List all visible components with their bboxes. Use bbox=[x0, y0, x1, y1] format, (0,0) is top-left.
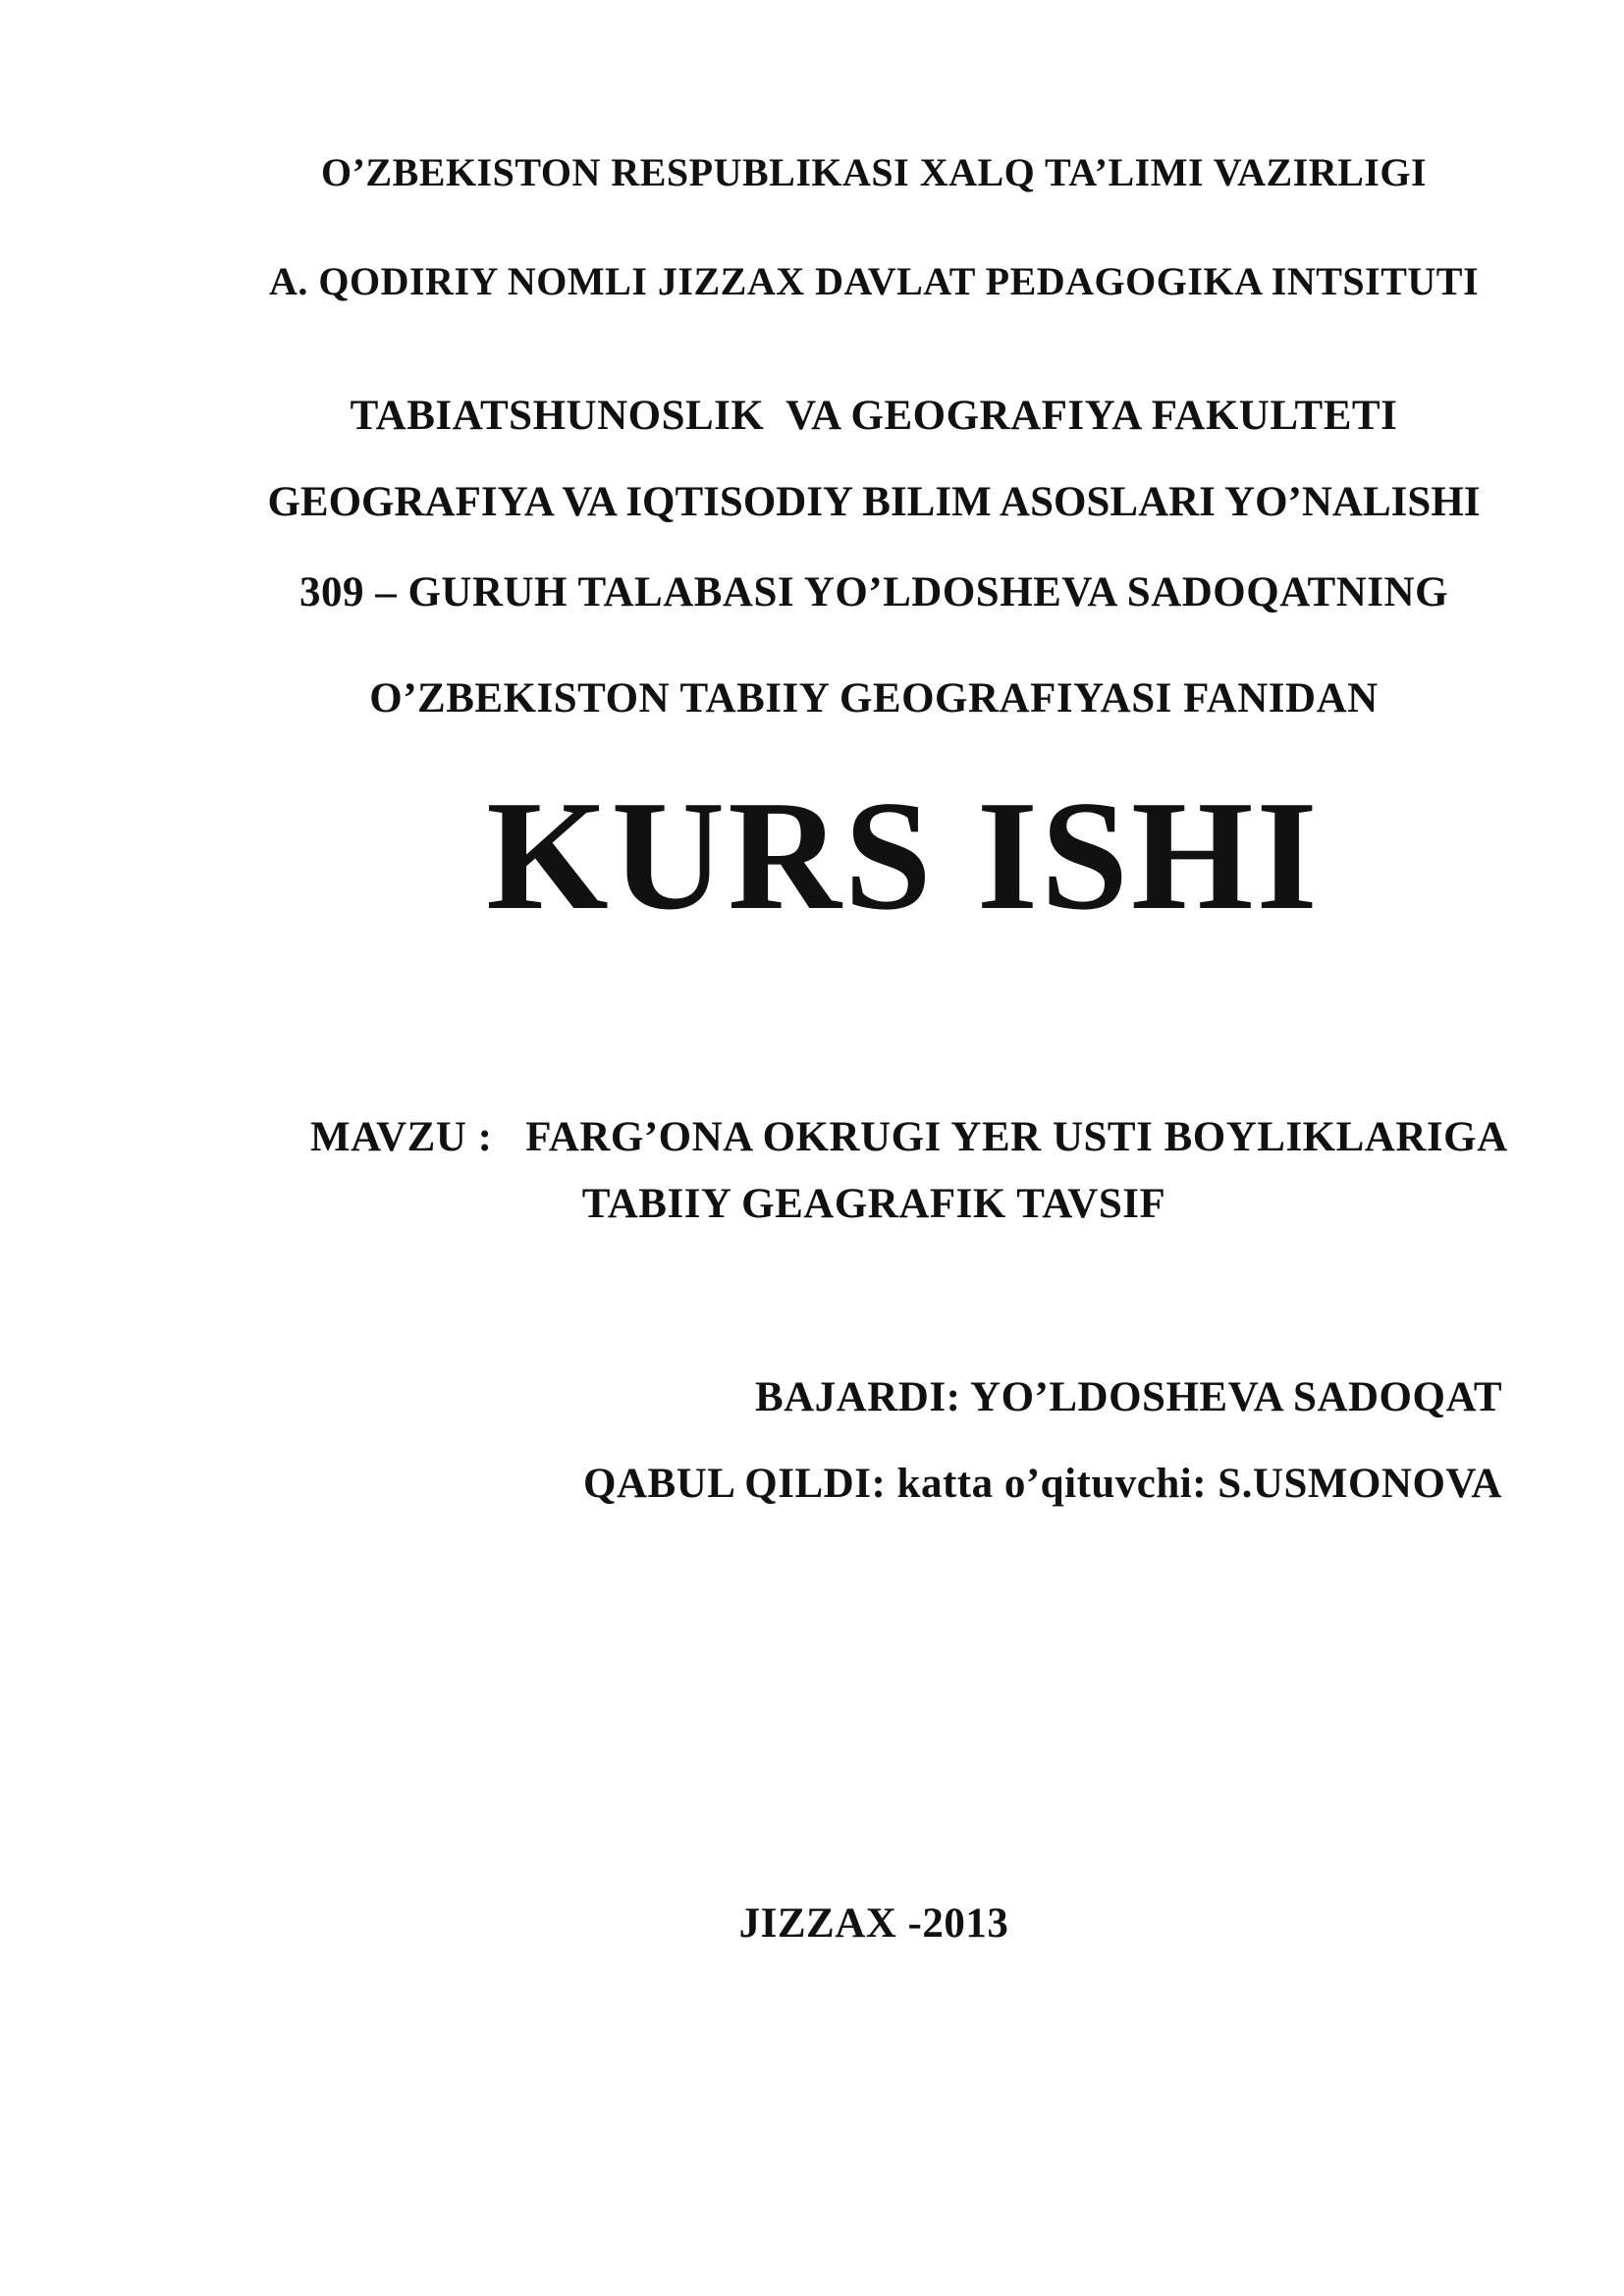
city-year-line: JIZZAX -2013 bbox=[738, 1900, 1009, 1947]
faculty-line: TABIATSHUNOSLIK VA GEOGRAFIYA FAKULTETI bbox=[350, 393, 1398, 439]
accepted-by-line: QABUL QILDI: katta o’qituvchi: S.USMONOVA bbox=[583, 1461, 1502, 1507]
main-title: KURS ISHI bbox=[486, 768, 1321, 942]
subject-line: O’ZBEKISTON TABIIY GEOGRAFIYASI FANIDAN bbox=[369, 675, 1379, 721]
institute-line: A. QODIRIY NOMLI JIZZAX DAVLAT PEDAGOGIKA INTSITUTI bbox=[268, 259, 1480, 303]
ministry-line: O’ZBEKISTON RESPUBLIKASI XALQ TA’LIMI VAZIRLIGI bbox=[320, 150, 1428, 194]
topic-line-2: TABIIY GEAGRAFIK TAVSIF bbox=[581, 1181, 1166, 1227]
student-group-line: 309 – GURUH TALABASI YO’LDOSHEVA SADOQATNING bbox=[298, 569, 1449, 615]
performed-by-line: BAJARDI: YO’LDOSHEVA SADOQAT bbox=[754, 1374, 1502, 1420]
topic-line-1: MAVZU : FARG’ONA OKRUGI YER USTI BOYLIKLARIGA bbox=[310, 1114, 1508, 1160]
direction-line: GEOGRAFIYA VA IQTISODIY BILIM ASOSLARI YO’NALISHI bbox=[267, 479, 1481, 525]
